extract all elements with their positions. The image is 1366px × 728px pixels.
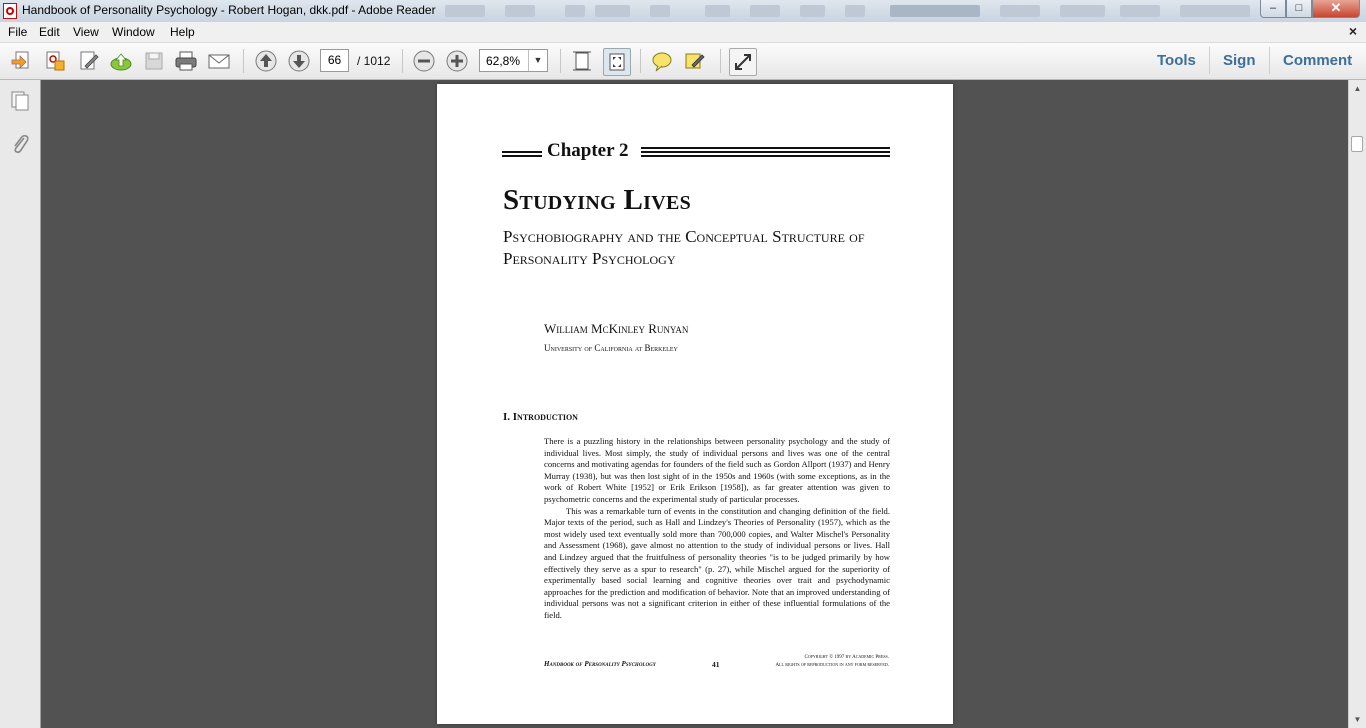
toolbar-separator	[1269, 47, 1270, 74]
page-total: / 1012	[357, 54, 391, 68]
read-mode-button[interactable]	[729, 48, 757, 76]
save-button[interactable]	[141, 48, 167, 74]
title-bar-ghost	[565, 5, 585, 17]
window-title: Handbook of Personality Psychology - Robert Hogan, dkk.pdf - Adobe Reader	[22, 3, 436, 17]
copyright-line: Copyright © 1997 by Academic Press.	[804, 655, 889, 660]
chapter-rule	[502, 155, 542, 157]
edit-pdf-icon	[78, 50, 100, 72]
menu-file[interactable]: File	[8, 25, 28, 39]
title-bar-ghost	[800, 5, 825, 17]
adobe-reader-icon	[3, 3, 17, 19]
vertical-scrollbar[interactable]	[1348, 80, 1366, 728]
toolbar-separator	[640, 49, 641, 73]
zoom-level-value: 62,8%	[486, 54, 521, 68]
zoom-level-select[interactable]	[479, 49, 548, 72]
fit-full-page-button[interactable]	[603, 48, 631, 76]
main-toolbar	[0, 43, 1366, 80]
title-bar-ghost	[705, 5, 730, 17]
fit-width-icon	[571, 50, 593, 72]
maximize-button[interactable]: □	[1286, 0, 1312, 18]
save-disk-icon	[143, 50, 165, 72]
chapter-rule	[502, 151, 542, 153]
toolbar-separator	[560, 49, 561, 73]
page-number-input[interactable]: 66	[320, 49, 349, 72]
section-heading: I. Introduction	[503, 411, 578, 423]
arrow-up-circle-icon	[254, 49, 278, 73]
arrow-down-circle-icon	[287, 49, 311, 73]
chapter-rule	[641, 151, 890, 153]
cloud-upload-icon	[109, 50, 133, 72]
edit-pdf-button[interactable]	[76, 48, 102, 74]
fit-page-width-button[interactable]	[569, 48, 595, 74]
previous-page-button[interactable]	[253, 48, 279, 74]
close-document-button[interactable]: ×	[1348, 23, 1357, 39]
toolbar-separator	[1209, 47, 1210, 74]
scroll-down-arrow[interactable]: ▼	[1353, 715, 1362, 724]
menu-view[interactable]: View	[73, 25, 99, 39]
email-button[interactable]	[206, 48, 232, 74]
title-bar-ghost	[750, 5, 780, 17]
toolbar-separator	[243, 49, 244, 73]
title-bar-ghost	[650, 5, 670, 17]
title-bar-ghost	[1180, 5, 1250, 17]
toolbar-separator	[402, 49, 403, 73]
create-pdf-button[interactable]	[8, 48, 34, 74]
scroll-up-arrow[interactable]: ▲	[1353, 84, 1362, 93]
next-page-button[interactable]	[286, 48, 312, 74]
zoom-in-button[interactable]	[444, 48, 470, 74]
zoom-in-icon	[445, 49, 469, 73]
highlighter-icon	[683, 50, 707, 72]
envelope-icon	[207, 51, 231, 71]
paragraph: This was a remarkable turn of events in the constitution and changing definition of the field. Major texts of the period, such as Hall and Lindzey's Theories of Personality (1957), which as the most widely used text eventually sold more than 700,000 copies, and Walter Mischel's Personality and Assessment (1968), gave almost no attention to the study of individual persons or lives. Hall and Lindzey argued that the fruitfulness of personality theories "is to be judged primarily by how effectively they serve as a spur to research" (p. 27), while Mischel argued for the superiority of experimentally based social learning and cognitive theories over trait and psychodynamic approaches for the prediction and modification of behavior. Note that an improved understanding of individual persons was not a significant criterion in either of these influential formulations of the field.	[544, 505, 890, 620]
paragraph: There is a puzzling history in the relationships between personality psychology and the study of individual lives. Most simply, the study of individual persons and lives was one of the central concerns and motivating agendas for founders of the field such as Gordon Allport (1937) and Henry Murray (1938), but was then lost sight of in the 1950s and 1960s (with some exceptions, as in the work of Robert White [1952] or Erik Erikson [1958]), as far greater attention was given to psychometric concerns and the experimental study of particular processes.	[544, 436, 890, 504]
attachments-button[interactable]	[9, 132, 31, 159]
printer-icon	[174, 50, 198, 72]
chevron-down-icon[interactable]: ▼	[528, 50, 547, 71]
menu-help[interactable]: Help	[170, 25, 195, 39]
highlight-text-button[interactable]	[682, 48, 708, 74]
page-thumbnails-button[interactable]	[9, 90, 31, 115]
paperclip-icon	[9, 132, 31, 156]
title-bar-ghost	[445, 5, 485, 17]
footer-book-title: Handbook of Personality Psychology	[544, 660, 656, 668]
title-bar-ghost	[1120, 5, 1160, 17]
combine-files-icon	[44, 50, 66, 72]
comment-bubble-icon	[650, 50, 674, 72]
window-title-bar	[0, 0, 1366, 23]
chapter-heading: Chapter 2	[547, 140, 629, 161]
footer-page-number: 41	[712, 660, 720, 669]
zoom-out-button[interactable]	[411, 48, 437, 74]
comment-pane-link[interactable]: Comment	[1283, 52, 1353, 69]
scrollbar-thumb[interactable]	[1351, 136, 1363, 152]
cloud-upload-button[interactable]	[108, 48, 134, 74]
title-bar-ghost	[1060, 5, 1105, 17]
combine-files-button[interactable]	[42, 48, 68, 74]
title-bar-ghost	[505, 5, 535, 17]
rights-line: All rights of reproduction in any form reserved.	[775, 663, 889, 668]
menu-edit[interactable]: Edit	[39, 25, 60, 39]
add-sticky-note-button[interactable]	[649, 48, 675, 74]
chapter-title: Studying Lives	[503, 184, 692, 216]
print-button[interactable]	[173, 48, 199, 74]
zoom-out-icon	[412, 49, 436, 73]
page-thumbnails-icon	[9, 90, 31, 112]
toolbar-separator	[720, 49, 721, 73]
chapter-rule	[641, 155, 890, 157]
menu-bar	[0, 22, 1366, 43]
tools-pane-link[interactable]: Tools	[1157, 52, 1196, 69]
body-text	[544, 436, 890, 622]
navigation-pane	[0, 80, 41, 728]
author-name: William McKinley Runyan	[544, 321, 689, 336]
menu-window[interactable]: Window	[112, 25, 155, 39]
author-affiliation: University of California at Berkeley	[544, 343, 678, 353]
minimize-button[interactable]: –	[1260, 0, 1286, 18]
fit-page-icon	[606, 51, 628, 73]
chapter-rule	[641, 147, 890, 149]
title-bar-ghost	[845, 5, 865, 17]
footer-copyright	[775, 654, 889, 670]
sign-pane-link[interactable]: Sign	[1223, 52, 1256, 69]
chapter-subtitle: Psychobiography and the Conceptual Structure of Personality Psychology	[503, 227, 865, 268]
close-window-button[interactable]: ✕	[1312, 0, 1360, 18]
expand-arrows-icon	[732, 51, 754, 73]
document-page	[437, 84, 953, 724]
title-bar-ghost	[595, 5, 630, 17]
title-bar-ghost	[890, 5, 980, 17]
create-pdf-icon	[10, 50, 32, 72]
title-bar-ghost	[1000, 5, 1040, 17]
